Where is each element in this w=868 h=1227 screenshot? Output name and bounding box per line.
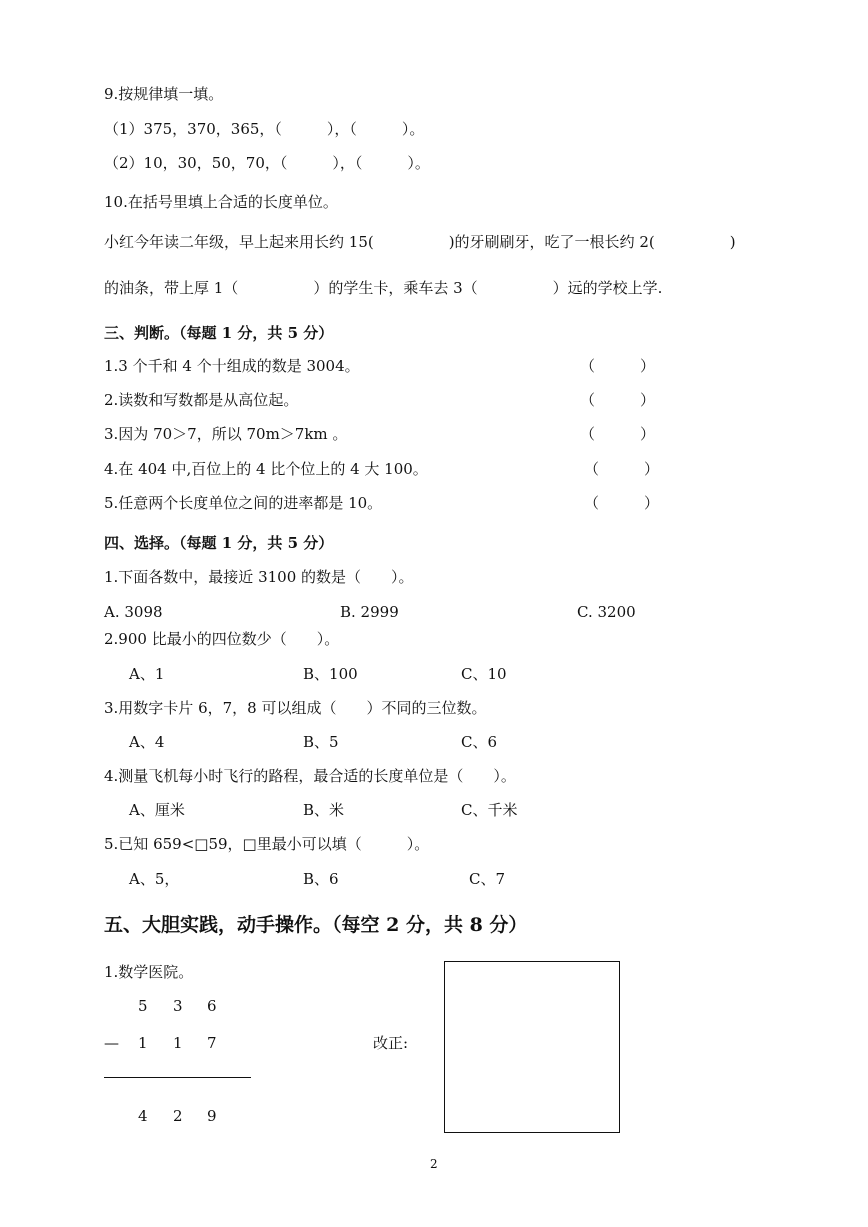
correction-box[interactable] [444, 961, 620, 1133]
choice-3-a: A、4 [129, 733, 165, 751]
digit-r2-2: 1 [173, 1034, 183, 1052]
choice-5-stem: 5.已知 659<□59，□里最小可以填（ ）。 [104, 835, 430, 853]
choice-3-c: C、6 [461, 733, 498, 751]
judge-3-paren: （ ） [580, 425, 656, 443]
correction-label: 改正: [373, 1034, 409, 1052]
choice-1-stem: 1.下面各数中，最接近 3100 的数是（ ）。 [104, 568, 414, 586]
digit-r1-3: 6 [207, 997, 217, 1015]
judge-2-paren: （ ） [580, 391, 656, 409]
digit-r3-3: 9 [207, 1107, 217, 1125]
judge-4-paren: （ ） [584, 460, 660, 478]
judge-1-paren: （ ） [580, 357, 656, 375]
q9-title: 9.按规律填一填。 [104, 85, 224, 103]
choice-1-c: C. 3200 [577, 603, 636, 621]
q9-line-1: （1）375，370，365，（ ），（ ）。 [104, 120, 425, 138]
choice-2-b: B、100 [303, 665, 358, 683]
q9-line-2: （2）10，30，50，70，（ ），（ ）。 [104, 154, 430, 172]
choice-4-a: A、厘米 [129, 801, 185, 819]
digit-r3-1: 4 [138, 1107, 148, 1125]
choice-4-stem: 4.测量飞机每小时飞行的路程，最合适的长度单位是（ ）。 [104, 767, 516, 785]
judge-3: 3.因为 70＞7，所以 70m＞7km 。 [104, 425, 348, 443]
digit-r3-2: 2 [173, 1107, 183, 1125]
section-3-title: 三、判断。（每题 1 分，共 5 分） [104, 324, 334, 342]
judge-4: 4.在 404 中,百位上的 4 比个位上的 4 大 100。 [104, 460, 428, 478]
choice-2-stem: 2.900 比最小的四位数少（ ）。 [104, 630, 340, 648]
choice-5-c: C、7 [469, 870, 506, 888]
choice-1-a: A. 3098 [104, 603, 163, 621]
choice-5-a: A、5， [129, 870, 180, 888]
digit-r1-1: 5 [138, 997, 148, 1015]
judge-5: 5.任意两个长度单位之间的进率都是 10。 [104, 494, 383, 512]
choice-3-b: B、5 [303, 733, 339, 751]
judge-5-paren: （ ） [584, 494, 660, 512]
digit-r1-2: 3 [173, 997, 183, 1015]
page-number: 2 [430, 1157, 438, 1171]
digit-r2-3: 7 [207, 1034, 217, 1052]
judge-2: 2.读数和写数都是从高位起。 [104, 391, 299, 409]
choice-5-b: B、6 [303, 870, 339, 888]
choice-1-b: B. 2999 [340, 603, 399, 621]
choice-4-c: C、千米 [461, 801, 518, 819]
digit-r2-1: 1 [138, 1034, 148, 1052]
q10-title: 10.在括号里填上合适的长度单位。 [104, 193, 338, 211]
choice-3-stem: 3.用数字卡片 6，7，8 可以组成（ ）不同的三位数。 [104, 699, 487, 717]
choice-2-c: C、10 [461, 665, 507, 683]
math-hospital-label: 1.数学医院。 [104, 963, 194, 981]
subtraction-rule [104, 1077, 251, 1078]
judge-1: 1.3 个千和 4 个十组成的数是 3004。 [104, 357, 360, 375]
choice-2-a: A、1 [129, 665, 165, 683]
section-4-title: 四、选择。（每题 1 分，共 5 分） [104, 534, 334, 552]
section-5-title: 五、大胆实践，动手操作。（每空 2 分，共 8 分） [104, 914, 528, 936]
minus-sign: — [104, 1034, 119, 1052]
q10-line-1: 小红今年读二年级，早上起来用长约 15( )的牙刷刷牙，吃了一根长约 2( ) [104, 233, 736, 251]
q10-line-2: 的油条，带上厚 1（ ）的学生卡，乘车去 3（ ）远的学校上学. [104, 279, 663, 297]
choice-4-b: B、米 [303, 801, 345, 819]
